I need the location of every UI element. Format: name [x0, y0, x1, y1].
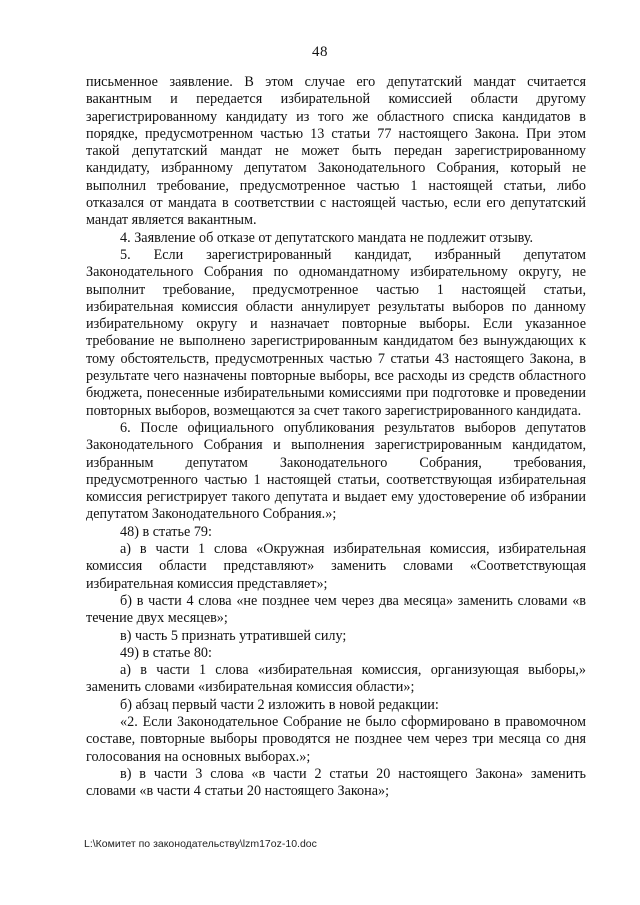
paragraph-item-49v: в) в части 3 слова «в части 2 статьи 20 настоящего Закона» заменить словами «в части 4 статьи 20 настоящего Закона»;: [86, 765, 586, 800]
paragraph-item-5: 5. Если зарегистрированный кандидат, избранный депутатом Законодательного Собрания по одномандатному избирательному округу, не выполнит требование, предусмотренное частью 1 настоящей статьи, избирательная комиссия области аннулирует результаты выборов по данному избирательному округу и назначает повторные выборы. Если указанное требование не выполнено зарегистрированным кандидатом без вынуждающих к тому обстоятельств, предусмотренных частью 7 статьи 43 настоящего Закона, в результате чего назначены повторные выборы, все расходы из средств областного бюджета, понесенные избирательными комиссиями при подготовке и проведении повторных выборов, возмещаются за счет такого зарегистрированного кандидата.: [86, 246, 586, 419]
paragraph-item-6: 6. После официального опубликования результатов выборов депутатов Законодательного Собрания и выполнения зарегистрированным кандидатом, избранным депутатом Законодательного Собрания, требования, предусмотренного частью 1 настоящей статьи, соответствующая избирательная комиссия регистрирует такого депутата и выдает ему удостоверение об избрании депутатом Законодательного Собрания.»;: [86, 419, 586, 523]
paragraph-continuation: письменное заявление. В этом случае его депутатский мандат считается вакантным и передается избирательной комиссией области другому зарегистрированному кандидату из того же областного списка кандидатов в порядке, предусмотренном частью 13 статьи 77 настоящего Закона. При этом такой депутатский мандат не может быть передан зарегистрированному кандидату, избранному депутатом Законодательного Собрания, который не выполнил требование, предусмотренное частью 1 настоящей статьи, либо отказался от мандата в соответствии с настоящей частью, если его депутатский мандат является вакантным.: [86, 74, 586, 229]
paragraph-item-48v: в) часть 5 признать утратившей силу;: [120, 627, 347, 644]
paragraph-item-48: 48) в статье 79:: [120, 523, 212, 540]
paragraph-item-4: 4. Заявление об отказе от депутатского мандата не подлежит отзыву.: [120, 229, 534, 246]
paragraph-item-48a: а) в части 1 слова «Окружная избирательная комиссия, избирательная комиссия области представляют» заменить словами «Соответствующая избирательная комиссия представляет»;: [86, 541, 586, 592]
paragraph-item-48b: б) в части 4 слова «не позднее чем через два месяца» заменить словами «в течение двух месяцев»;: [86, 592, 586, 627]
page-number: 48: [312, 44, 328, 60]
document-body: [86, 74, 586, 800]
paragraph-quote-2: «2. Если Законодательное Собрание не было сформировано в правомочном составе, повторные выборы проводятся не позднее чем через три месяца со дня голосования на основных выборах.»;: [86, 713, 586, 765]
file-path-footer: L:\Комитет по законодательству\lzm17oz-10.doc: [84, 838, 317, 850]
paragraph-item-49a: а) в части 1 слова «избирательная комиссия, организующая выборы,» заменить словами «избирательная комиссия области»;: [86, 662, 586, 696]
paragraph-item-49b: б) абзац первый части 2 изложить в новой редакции:: [120, 696, 439, 713]
paragraph-item-49: 49) в статье 80:: [120, 644, 212, 661]
